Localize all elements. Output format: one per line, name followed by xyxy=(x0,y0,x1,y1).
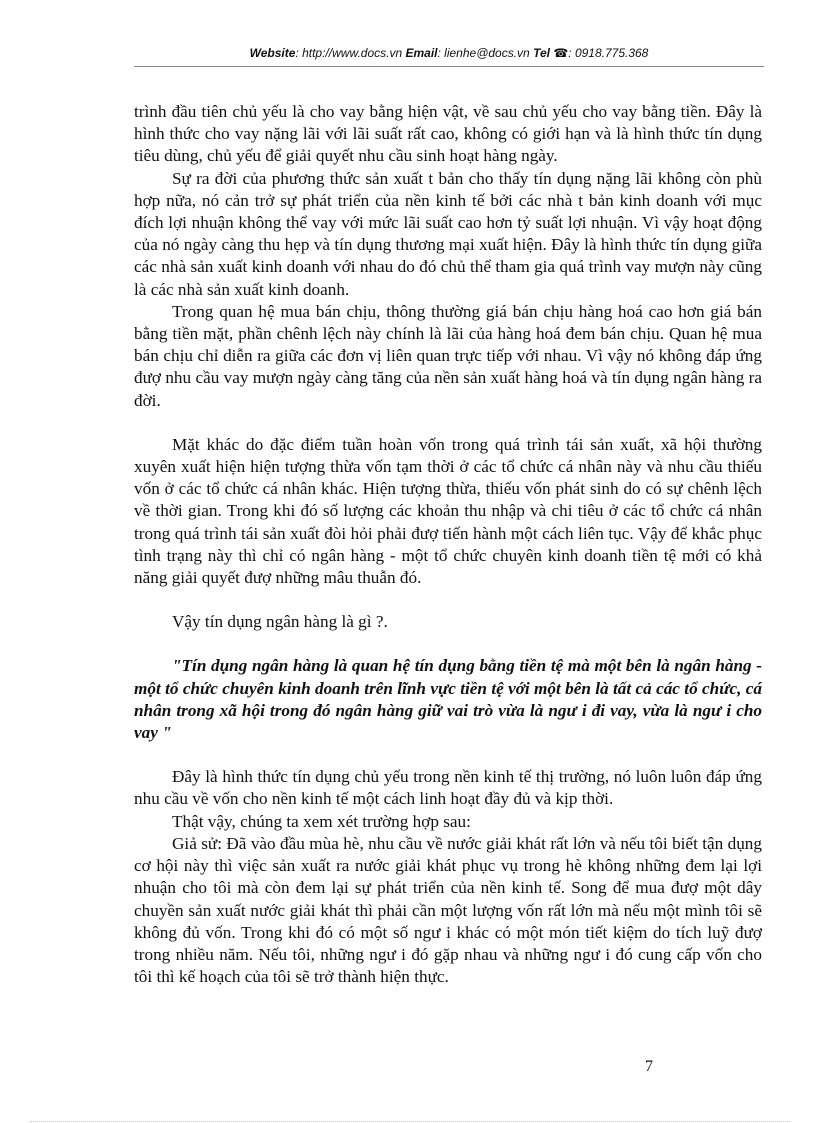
bottom-dotted-rule xyxy=(30,1121,790,1122)
tel-value: : 0918.775.368 xyxy=(568,46,649,60)
paragraph-5: Vậy tín dụng ngân hàng là gì ?. xyxy=(172,612,388,632)
paragraph-7: Đây là hình thức tín dụng chủ yếu trong nền kinh tế thị trường, nó luôn luôn đáp ứng nhu cầu về vốn cho nền kinh tế một cách linh hoạt đầy đủ và kịp thời. xyxy=(134,767,762,809)
paragraph-3: Trong quan hệ mua bán chịu, thông thường giá bán chịu hàng hoá cao hơn giá bán bằng tiền mặt, phần chênh lệch này chính là lãi của hàng hoá đem bán chịu. Quan hệ mua bán chịu chỉ diễn ra giữa các đơn vị liên quan trực tiếp với nhau. Vì vậy nó không đáp ứng đượ nhu cầu vay mượn ngày càng tăng của nền sản xuất hàng hoá và tín dụng ngân hàng ra đời. xyxy=(134,301,762,410)
document-body xyxy=(134,101,762,988)
definition-quote: "Tín dụng ngân hàng là quan hệ tín dụng bằng tiền tệ mà một bên là ngân hàng - một tổ chức chuyên kinh doanh trên lĩnh vực tiền tệ với một bên là tất cả các tổ chức, cá nhân trong xã hội trong đó ngân hàng giữ vai trò vừa là ngư i đi vay, vừa là ngư i cho vay " xyxy=(134,656,762,743)
email-value: : lienhe@docs.vn xyxy=(437,46,530,60)
paragraph-8: Thật vậy, chúng ta xem xét trường hợp sau: xyxy=(172,811,471,831)
tel-label: Tel xyxy=(533,46,550,60)
paragraph-2: Sự ra đời của phương thức sản xuất t bản cho thấy tín dụng nặng lãi không còn phù hợp nữa, nó cản trở sự phát triển của nền kinh tế bởi các nhà t bản kinh doanh với mục đích lợi nhuận không thể vay với mức lãi suất cao hơn tỷ suất lợi nhuận. Vì vậy hoạt động của nó ngày càng thu hẹp và tín dụng thương mại xuất hiện. Đây là hình thức tín dụng giữa các nhà sản xuất kinh doanh với nhau do đó chủ thể tham gia quá trình vay mượn này cũng là các nhà sản xuất kinh doanh. xyxy=(134,168,762,299)
paragraph-1: trình đầu tiên chủ yếu là cho vay bằng hiện vật, về sau chủ yếu cho vay bằng tiền. Đây là hình thức cho vay nặng lãi với lãi suất rất cao, không có giới hạn và là hình thức tín dụng tiêu dùng, chủ yếu để giải quyết nhu cầu sinh hoạt hàng ngày. xyxy=(134,102,762,166)
website-value: : http://www.docs.vn xyxy=(295,46,403,60)
page-header xyxy=(134,46,764,60)
page-number: 7 xyxy=(645,1058,653,1075)
phone-icon: ☎ xyxy=(553,46,569,60)
header-divider xyxy=(134,66,764,67)
paragraph-4: Mặt khác do đặc điểm tuần hoàn vốn trong quá trình tái sản xuất, xã hội thường xuyên xuất hiện hiện tượng thừa vốn tạm thời ở các tổ chức cá nhân này và nhu cầu thiếu vốn ở các tổ chức cá nhân khác. Hiện tượng thừa, thiếu vốn phát sinh do có sự chênh lệch về thời gian. Trong khi đó số lượng các khoản thu nhập và chi tiêu ở các tổ chức cá nhân trong quá trình tái sản xuất đòi hỏi phải đượ tiến hành một cách liên tục. Vậy để khắc phục tình trạng này thì chỉ có ngân hàng - một tổ chức chuyên kinh doanh tiền tệ mới có khả năng giải quyết đượ những mâu thuẫn đó. xyxy=(134,434,762,588)
website-label: Website xyxy=(249,46,296,60)
email-label: Email xyxy=(405,46,438,60)
paragraph-9: Giả sử: Đã vào đầu mùa hè, nhu cầu về nước giải khát rất lớn và nếu tôi biết tận dụng cơ hội này thì việc sản xuất ra nước giải khát phục vụ trong hè không những đem lại lợi nhuận cho tôi mà còn đem lại sự phát triển của nền kinh tế. Song để mua đượ một dây chuyền sản xuất nước giải khát thì phải cần một lượng vốn rất lớn mà nếu một mình tôi sẽ không đủ vốn. Trong khi đó có một số ngư i khác có một món tiết kiệm do tích luỹ đượ trong nhiều năm. Nếu tôi, những ngư i đó gặp nhau và những ngư i đó cung cấp vốn cho tôi thì kế hoạch của tôi sẽ trở thành hiện thực. xyxy=(134,833,762,987)
